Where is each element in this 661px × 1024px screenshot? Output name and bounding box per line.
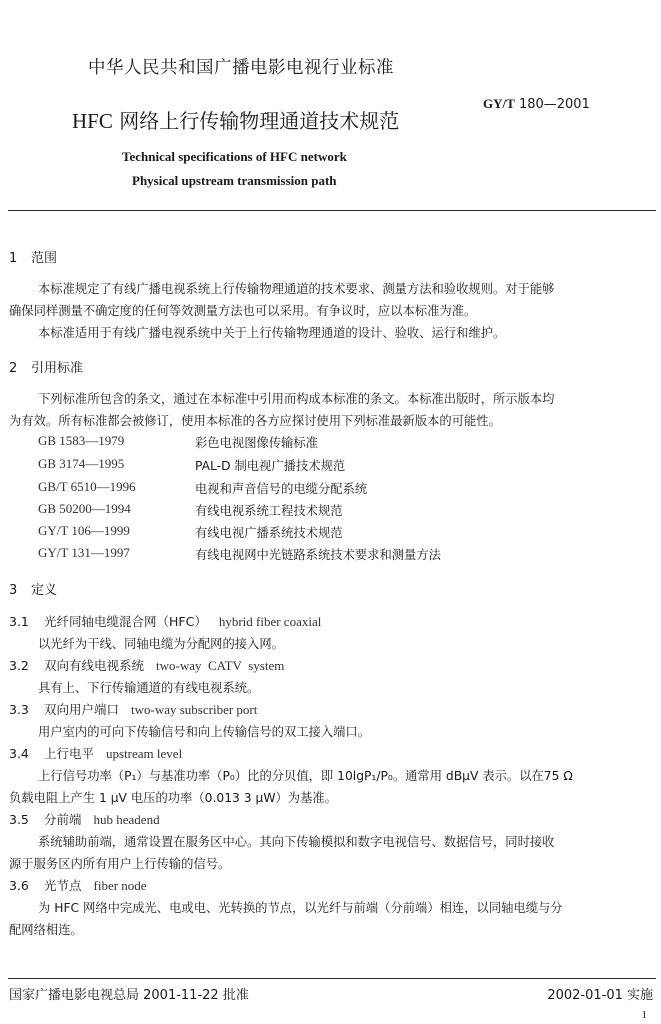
approval-date: 国家广播电影电视总局 2001-11-22 批准 (9, 988, 249, 1003)
ref-standard-title: 有线电视系统工程技术规范 (195, 504, 343, 518)
term-definition: 上行信号功率（P₁）与基准功率（P₀）比的分贝值，即 10lgP₁/P₀。通常用 dBμV 表示。以在75 Ω (38, 769, 573, 783)
ref-standard-number: GB/T 6510—1996 (38, 479, 136, 494)
term-definition: 用户室内的可向下传输信号和向上传输信号的双工接入端口。 (38, 725, 371, 739)
ref-standard-number: GB 50200—1994 (38, 501, 131, 516)
footer-divider (8, 978, 656, 979)
term-cn: 双向用户端口 (44, 702, 120, 717)
term-3-5 (9, 810, 160, 828)
term-en: fiber node (93, 878, 147, 893)
term-cn: 分前端 (44, 812, 82, 827)
term-3-2 (9, 656, 284, 674)
term-cn: 双向有线电视系统 (44, 658, 145, 673)
ref-standard-title: 有线电视广播系统技术规范 (195, 526, 343, 540)
header-divider (8, 210, 656, 211)
s2-paragraph-line-1: 下列标准所包含的条文，通过在本标准中引用而构成本标准的条文。本标准出版时，所示版本均 (38, 392, 555, 406)
standard-number (483, 96, 590, 112)
term-3-3 (9, 700, 257, 718)
term-cn: 光节点 (44, 878, 82, 893)
section-number: 2 (9, 361, 18, 376)
section-1-heading (9, 247, 57, 266)
section-2-heading (9, 357, 83, 376)
term-number: 3.6 (9, 878, 29, 893)
ref-standard-title: 彩色电视图像传输标准 (195, 436, 318, 450)
ref-standard-number: GY/T 131—1997 (38, 545, 130, 560)
term-definition: 以光纤为干线、同轴电缆为分配网的接入网。 (38, 637, 284, 651)
document-title (72, 105, 399, 134)
section-number: 1 (9, 251, 18, 266)
term-en: upstream level (106, 746, 183, 761)
term-definition: 配网络相连。 (9, 923, 83, 937)
term-3-4 (9, 744, 182, 762)
term-number: 3.3 (9, 702, 29, 717)
term-definition: 负载电阻上产生 1 μV 电压的功率（0.013 3 μW）为基准。 (9, 791, 337, 805)
term-number: 3.4 (9, 746, 29, 761)
standard-code: GY/T (483, 96, 515, 111)
section-title: 范围 (31, 251, 58, 266)
s1-paragraph-1-line-1: 本标准规定了有线广播电视系统上行传输物理通道的技术要求、测量方法和验收规则。对于能够 (38, 282, 555, 296)
term-definition: 系统辅助前端，通常设置在服务区中心。其向下传输模拟和数字电视信号、数据信号，同时接收 (38, 835, 555, 849)
english-title-line1: Technical specifications of HFC network (122, 149, 347, 164)
section-title: 引用标准 (31, 361, 84, 376)
term-definition: 具有上、下行传输通道的有线电视系统。 (38, 681, 260, 695)
s1-paragraph-1-line-2: 确保同样测量不确定度的任何等效测量方法也可以采用。有争议时，应以本标准为准。 (9, 304, 477, 318)
term-3-1 (9, 612, 321, 630)
term-cn: 上行电平 (44, 746, 95, 761)
term-number: 3.2 (9, 658, 29, 673)
section-title: 定义 (31, 583, 58, 598)
english-title-line2: Physical upstream transmission path (132, 173, 337, 188)
ref-standard-title: 有线电视网中光链路系统技术要求和测量方法 (195, 548, 441, 562)
ref-standard-title: 电视和声音信号的电缆分配系统 (195, 482, 368, 496)
page-number: 1 (641, 1009, 647, 1021)
industry-standard-header: 中华人民共和国广播电影电视行业标准 (88, 58, 394, 78)
title-latin: HFC (72, 109, 113, 133)
s1-paragraph-2: 本标准适用于有线广播电视系统中关于上行传输物理通道的设计、验收、运行和维护。 (38, 326, 506, 340)
ref-standard-number: GY/T 106—1999 (38, 523, 130, 538)
section-number: 3 (9, 583, 18, 598)
term-en: hybrid fiber coaxial (218, 614, 322, 629)
term-3-6 (9, 876, 147, 894)
effective-date: 2002-01-01 实施 (547, 988, 653, 1003)
term-definition: 为 HFC 网络中完成光、电或电、光转换的节点，以光纤与前端（分前端）相连，以同轴电缆与分 (38, 901, 563, 915)
ref-standard-title: PAL-D 制电视广播技术规范 (195, 459, 346, 473)
ref-standard-number: GB 3174—1995 (38, 456, 125, 471)
s2-paragraph-line-2: 为有效。所有标准都会被修订，使用本标准的各方应探讨使用下列标准最新版本的可能性。 (9, 414, 501, 428)
term-en: two-way CATV system (156, 658, 285, 673)
title-cn: 网络上行传输物理通道技术规范 (119, 109, 400, 133)
ref-standard-number: GB 1583—1979 (38, 433, 125, 448)
term-definition: 源于服务区内所有用户上行传输的信号。 (9, 857, 231, 871)
standard-year: 180—2001 (518, 97, 590, 112)
section-3-heading (9, 579, 57, 598)
term-number: 3.5 (9, 812, 29, 827)
term-number: 3.1 (9, 614, 29, 629)
term-en: two-way subscriber port (131, 702, 258, 717)
term-cn: 光纤同轴电缆混合网（HFC） (44, 614, 207, 629)
term-en: hub headend (93, 812, 160, 827)
